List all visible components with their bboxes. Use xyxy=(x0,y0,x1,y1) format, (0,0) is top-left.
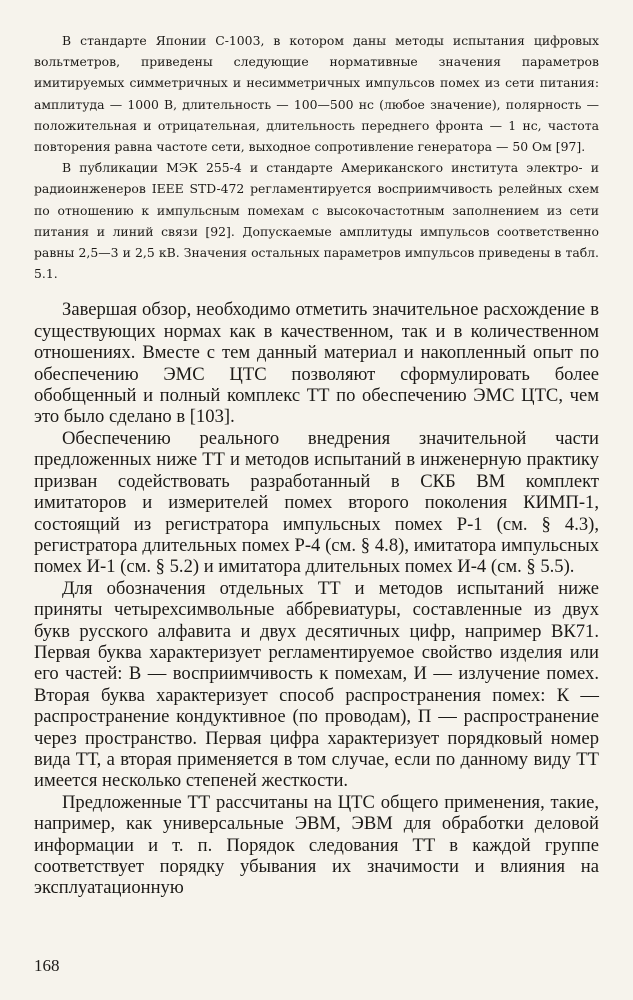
page-number: 168 xyxy=(34,956,60,975)
page-body xyxy=(34,30,599,899)
paragraph-iec-publication: В публикации МЭК 255-4 и стандарте Американского института электро- и радиоинженеров IEEE STD-472 регламентируется восприимчивость релейных схем по отношению к импульсным помехам с высокочастотным заполнением из сети питания и линий связи [92]. Допускаемые амплитуды импульсов соответственно равны 2,5—3 и 2,5 кВ. Значения остальных параметров импульсов приведены в табл. 5.1. xyxy=(34,160,599,282)
paragraph-general-purpose: Предложенные ТТ рассчитаны на ЦТС общего применения, такие, например, как универсальные ЭВМ, ЭВМ для обработки деловой информации и т. п. Порядок следования ТТ в каждой группе соответствует порядку убывания их значимости и влияния на эксплуатационную xyxy=(34,791,599,899)
paragraph-review-conclusion: Завершая обзор, необходимо отметить значительное расхождение в существующих нормах как в качественном, так и в количественном отношениях. Вместе с тем данный материал и накопленный опыт по обеспечению ЭМС ЦТС позволяют сформулировать более обобщенный и полный комплекс ТТ по обеспечению ЭМС ЦТС, чем это было сделано в [103]. xyxy=(34,299,599,428)
section-gap xyxy=(34,284,599,299)
paragraph-kimp-set: Обеспечению реального внедрения значительной части предложенных ниже ТТ и методов испытаний в инженерную практику призван содействовать разработанный в СКБ ВМ комплект имитаторов и измерителей помех второго поколения КИМП-1, состоящий из регистратора импульсных помех Р-1 (см. § 4.3), регистратора длительных помех Р-4 (см. § 4.8), имитатора импульсных помех И-1 (см. § 5.2) и имитатора длительных помех И-4 (см. § 5.5). xyxy=(34,427,599,578)
paragraph-abbreviations: Для обозначения отдельных ТТ и методов испытаний ниже приняты четырехсимвольные аббревиатуры, составленные из двух букв русского алфавита и двух десятичных цифр, например ВК71. Первая буква характеризует регламентируемое свойство изделия или его частей: В — восприимчивость к помехам, И — излучение помех. Вторая буква характеризует способ распространения помех: К — распространение кондуктивное (по проводам), П — распространение через пространство. Первая цифра характеризует порядковый номер вида ТТ, а вторая применяется в том случае, если по данному виду ТТ имеется несколько степеней жесткости. xyxy=(34,577,599,792)
paragraph-japan-standard: В стандарте Японии С-1003, в котором даны методы испытания цифровых вольтметров, приведены следующие нормативные значения параметров имитируемых симметричных и несимметричных импульсов помех из сети питания: амплитуда — 1000 В, длительность — 100—500 нс (любое значение), полярность — положительная и отрицательная, длительность переднего фронта — 1 нс, частота повторения равна частоте сети, выходное сопротивление генератора — 50 Ом [97]. xyxy=(34,33,599,155)
